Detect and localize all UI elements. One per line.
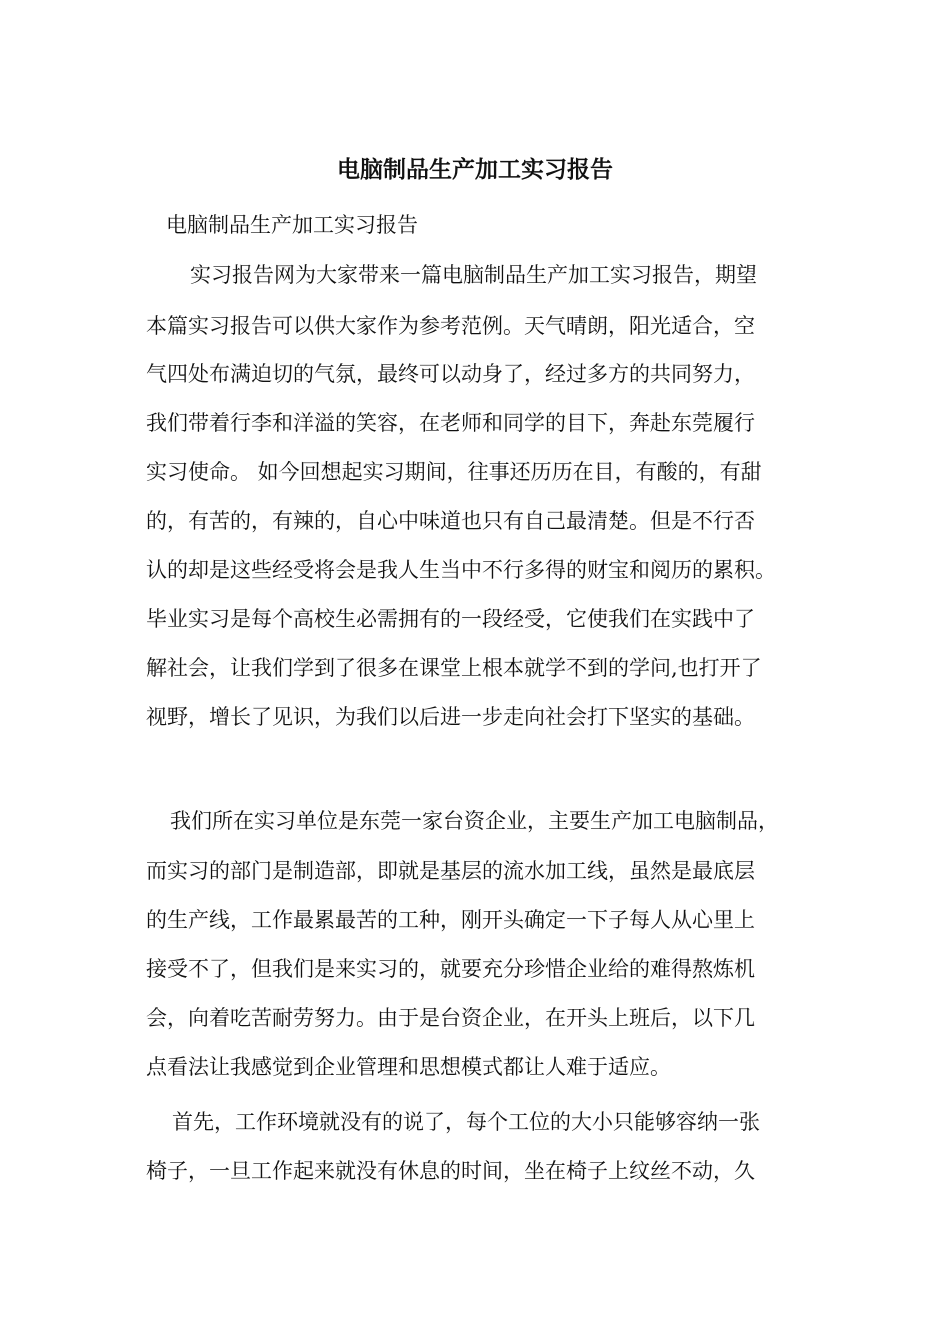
paragraph1-line: 气四处布满迫切的气氛，最终可以动身了，经过多方的共同努力，: [146, 362, 755, 386]
paragraph2-line: 接受不了，但我们是来实习的，就要充分珍惜企业给的难得熬炼机: [146, 957, 755, 981]
paragraph1-line: 解社会，让我们学到了很多在课堂上根本就学不到的学问,也打开了: [146, 656, 762, 680]
paragraph1-line: 的，有苦的，有辣的，自心中味道也只有自己最清楚。但是不行否: [146, 509, 755, 533]
paragraph1-line: 我们带着行李和洋溢的笑容，在老师和同学的目下，奔赴东莞履行: [146, 411, 755, 435]
paragraph1-line: 毕业实习是每个高校生必需拥有的一段经受，它使我们在实践中了: [146, 607, 755, 631]
paragraph2-line: 我们所在实习单位是东莞一家台资企业，主要生产加工电脑制品，: [170, 809, 779, 833]
paragraph2-line: 点看法让我感觉到企业管理和思想模式都让人难于适应。: [146, 1055, 671, 1079]
paragraph1-line: 视野，增长了见识，为我们以后进一步走向社会打下坚实的基础。: [146, 705, 755, 729]
paragraph1-line: 实习报告网为大家带来一篇电脑制品生产加工实习报告，期望: [190, 263, 757, 287]
paragraph2-line: 的生产线，工作最累最苦的工种，刚开头确定一下子每人从心里上: [146, 908, 755, 932]
paragraph2-line: 而实习的部门是制造部，即就是基层的流水加工线，虽然是最底层: [146, 859, 755, 883]
paragraph1-line: 本篇实习报告可以供大家作为参考范例。天气晴朗，阳光适合，空: [146, 314, 755, 338]
paragraph1-line: 实习使命。 如今回想起实习期间，往事还历历在目，有酸的，有甜: [146, 460, 762, 484]
paragraph2-line: 会，向着吃苦耐劳努力。由于是台资企业，在开头上班后，以下几: [146, 1006, 755, 1030]
document-subtitle: 电脑制品生产加工实习报告: [166, 213, 418, 237]
paragraph3-line: 椅子，一旦工作起来就没有休息的时间，坐在椅子上纹丝不动，久: [146, 1159, 755, 1183]
paragraph3-line: 首先，工作环境就没有的说了，每个工位的大小只能够容纳一张: [172, 1110, 760, 1134]
paragraph1-line: 认的却是这些经受将会是我人生当中不行多得的财宝和阅历的累积。: [146, 558, 776, 582]
document-title: 电脑制品生产加工实习报告: [337, 156, 613, 183]
